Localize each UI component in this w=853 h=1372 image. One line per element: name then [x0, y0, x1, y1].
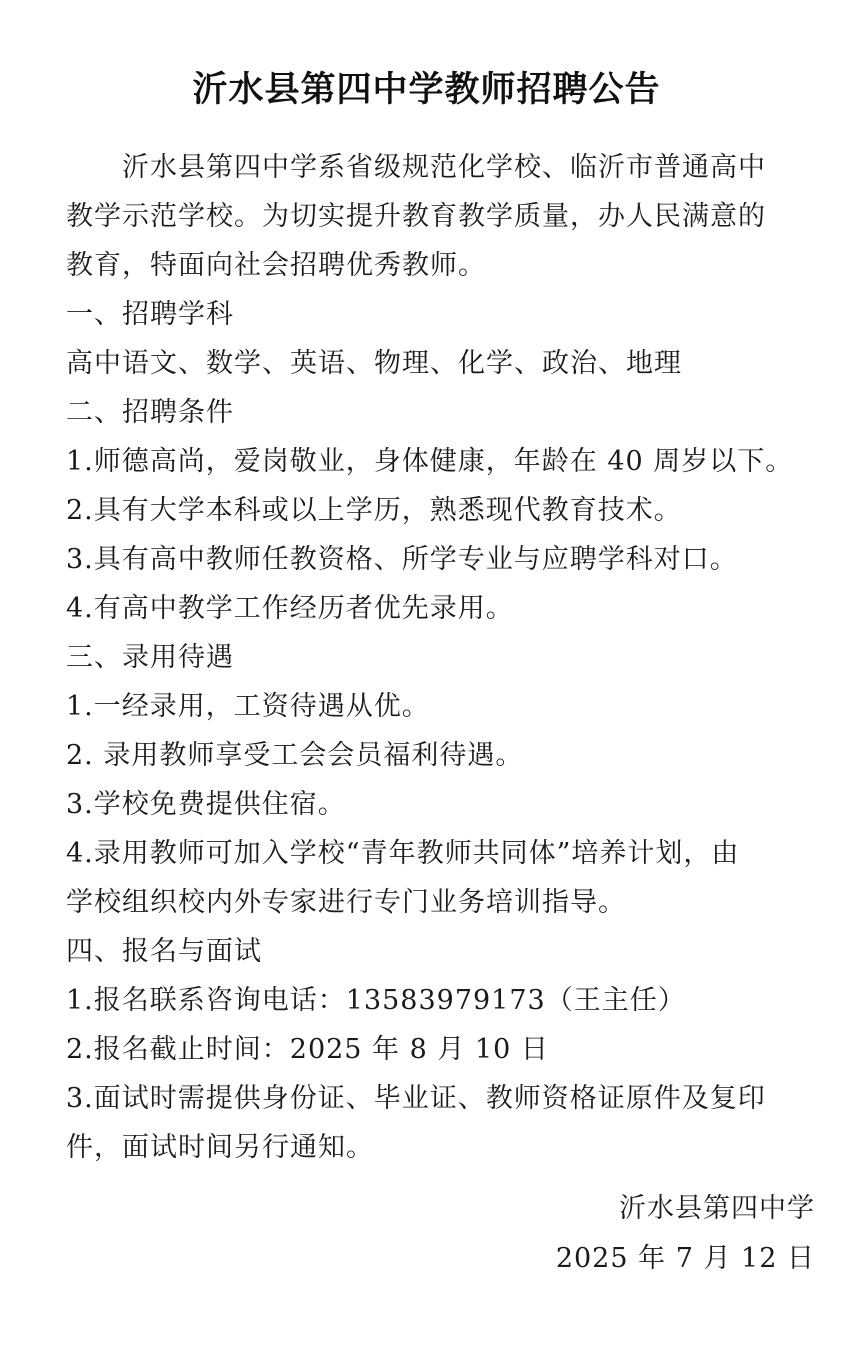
- section-heading-conditions: 二、招聘条件: [66, 397, 234, 428]
- benefit-item: 2. 录用教师享受工会会员福利待遇。: [66, 740, 524, 771]
- registration-item: 2.报名截止时间：2025 年 8 月 10 日: [66, 1034, 549, 1065]
- section-heading-subjects: 一、招聘学科: [66, 299, 234, 330]
- intro-line: 教学示范学校。为切实提升教育教学质量，办人民满意的: [66, 201, 766, 232]
- signature-organization: 沂水县第四中学: [619, 1193, 815, 1224]
- condition-item: 2.具有大学本科或以上学历，熟悉现代教育技术。: [66, 495, 682, 526]
- registration-item: 1.报名联系咨询电话：13583979173（王主任）: [66, 985, 686, 1016]
- subjects-content: 高中语文、数学、英语、物理、化学、政治、地理: [66, 348, 682, 379]
- benefit-item-continued: 学校组织校内外专家进行专门业务培训指导。: [66, 887, 626, 918]
- registration-item-continued: 件，面试时间另行通知。: [66, 1132, 374, 1163]
- benefit-item: 4.录用教师可加入学校“青年教师共同体”培养计划，由: [66, 838, 740, 869]
- notice-body: [66, 143, 796, 1172]
- section-heading-registration: 四、报名与面试: [66, 936, 262, 967]
- condition-item: 4.有高中教学工作经历者优先录用。: [66, 593, 514, 624]
- section-heading-benefits: 三、录用待遇: [66, 642, 234, 673]
- registration-item: 3.面试时需提供身份证、毕业证、教师资格证原件及复印: [66, 1083, 766, 1114]
- benefit-item: 3.学校免费提供住宿。: [66, 789, 346, 820]
- benefit-item: 1.一经录用，工资待遇从优。: [66, 691, 430, 722]
- condition-item: 1.师德高尚，爱岗敬业，身体健康，年龄在 40 周岁以下。: [66, 446, 794, 477]
- notice-title: 沂水县第四中学教师招聘公告: [192, 70, 661, 110]
- signature-date: 2025 年 7 月 12 日: [555, 1243, 815, 1274]
- intro-line: 教育，特面向社会招聘优秀教师。: [66, 250, 486, 281]
- condition-item: 3.具有高中教师任教资格、所学专业与应聘学科对口。: [66, 544, 738, 575]
- intro-line: 沂水县第四中学系省级规范化学校、临沂市普通高中: [122, 152, 766, 183]
